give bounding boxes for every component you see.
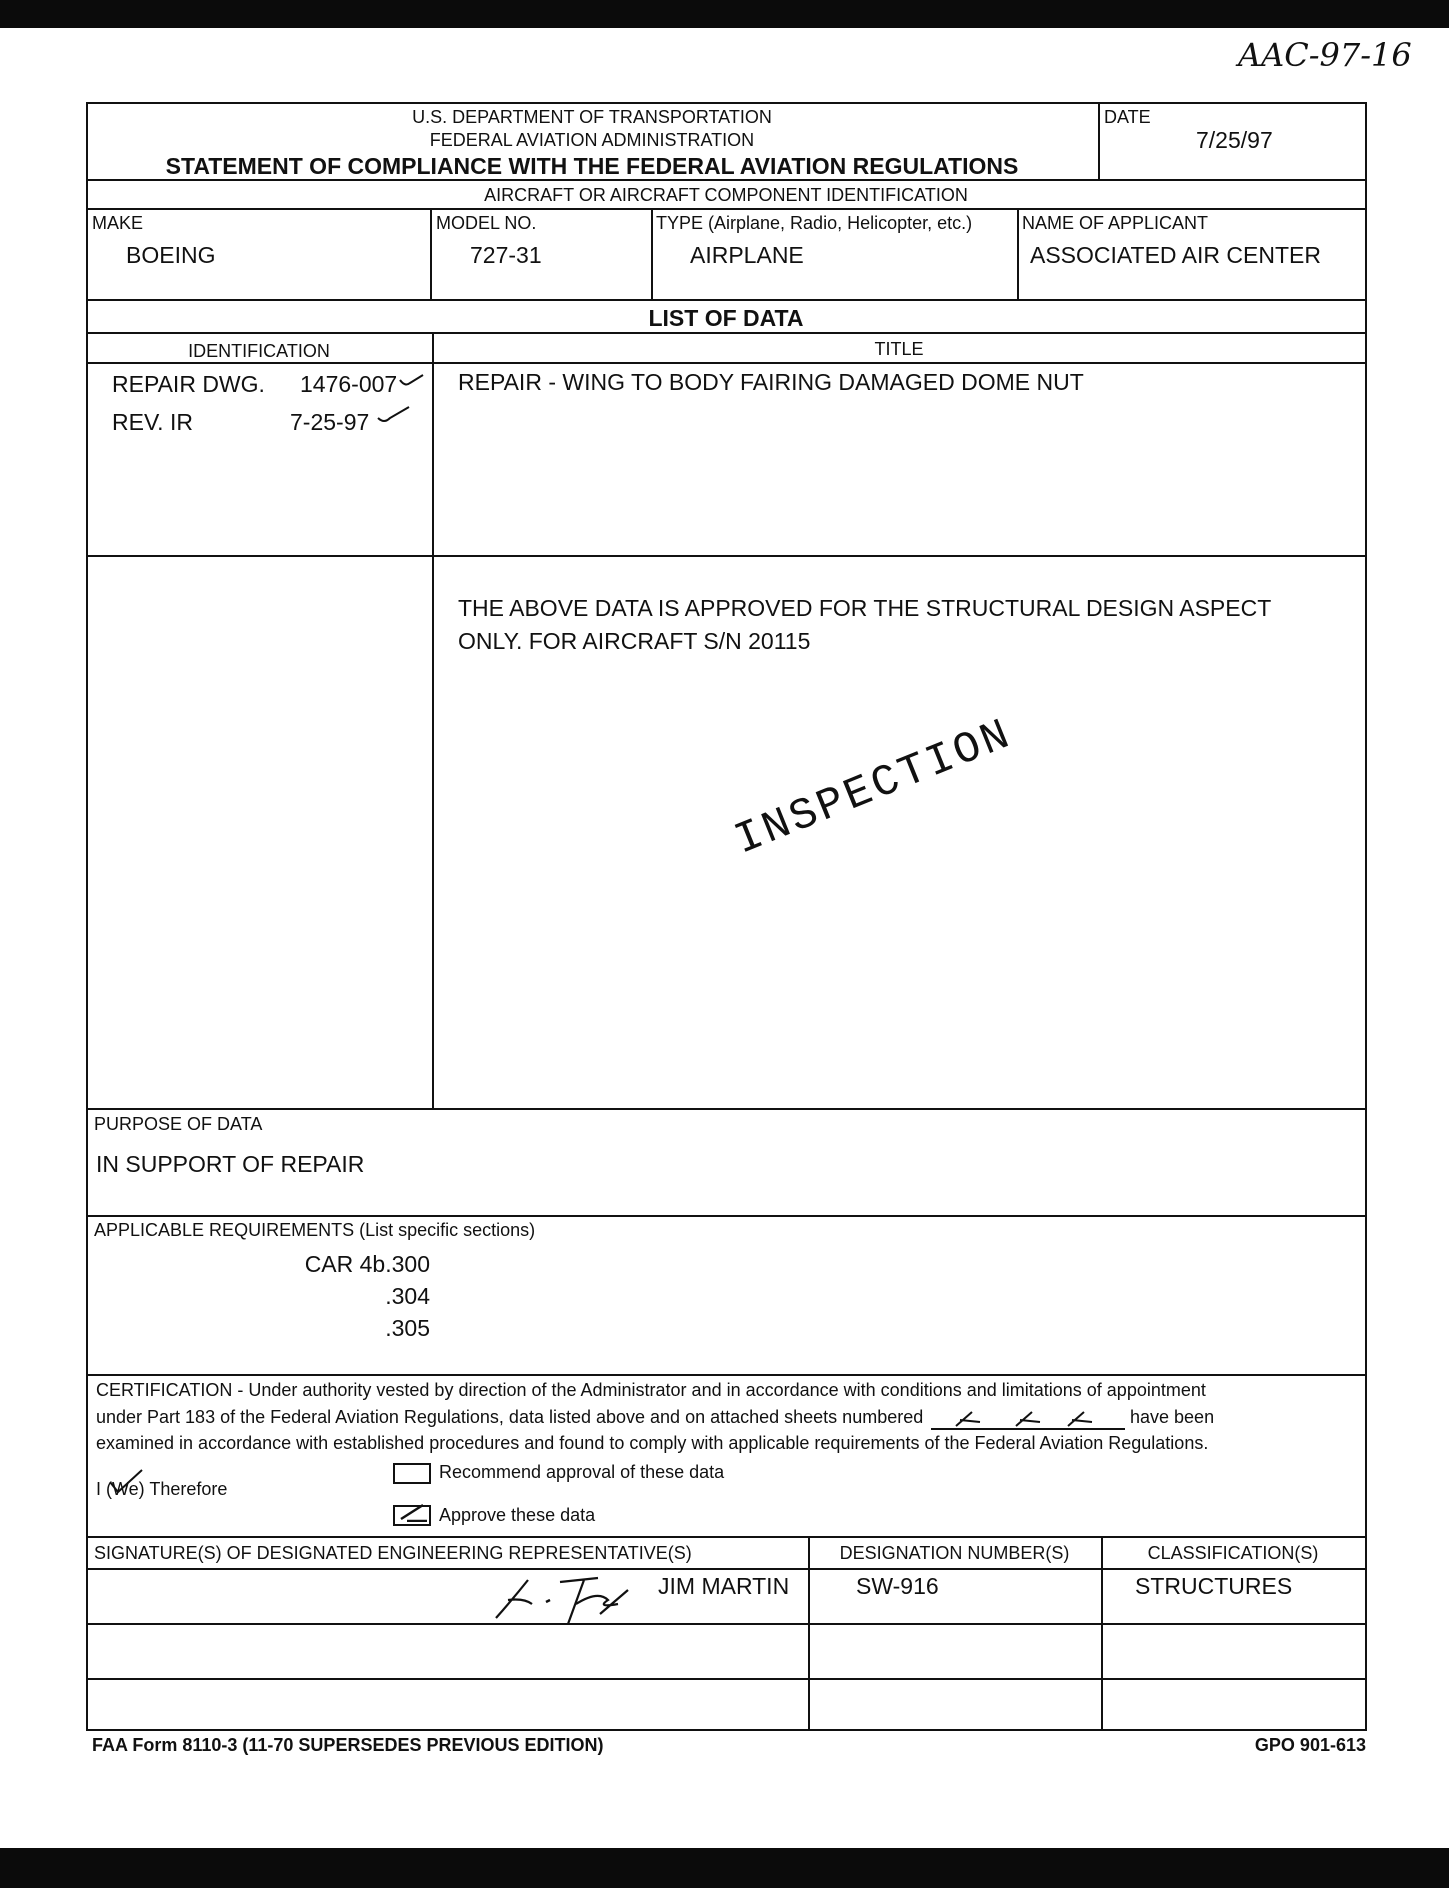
model-label: MODEL NO. <box>436 213 537 233</box>
approval-note-line-2: ONLY. FOR AIRCRAFT S/N 20115 <box>458 628 811 654</box>
certification-line-3: examined in accordance with established procedures and found to comply with applicable requirements of the Federal Aviation Regulations. <box>96 1433 1209 1453</box>
i-we-check-mark <box>40 1490 80 1520</box>
requirement-item: CAR 4b.300 <box>304 1251 430 1277</box>
certification-line-2: under Part 183 of the Federal Aviation Regulations, data listed above and on attached sheets numbered <box>96 1407 924 1427</box>
checkmark-icon <box>398 372 426 390</box>
checkmark-icon <box>393 1501 431 1522</box>
requirement-item: .305 <box>385 1315 430 1341</box>
data-row-1-title: REPAIR - WING TO BODY FAIRING DAMAGED DOME NUT <box>458 369 1084 395</box>
make-value: BOEING <box>126 242 216 268</box>
col-title: TITLE <box>874 339 924 359</box>
applicant-label: NAME OF APPLICANT <box>1022 213 1209 233</box>
col-identification: IDENTIFICATION <box>188 341 330 361</box>
recommend-approval-label: Recommend approval of these data <box>439 1462 725 1482</box>
make-label: MAKE <box>92 213 144 233</box>
agency-name: FEDERAL AVIATION ADMINISTRATION <box>429 130 755 150</box>
list-of-data-title: LIST OF DATA <box>648 305 804 331</box>
recommend-approval-checkbox[interactable] <box>393 1463 431 1484</box>
date-value: 7/25/97 <box>1196 127 1273 153</box>
col-signature: SIGNATURE(S) OF DESIGNATED ENGINEERING REPRESENTATIVE(S) <box>94 1543 692 1563</box>
handwritten-sheet-marks <box>950 1406 1130 1430</box>
checkmark-icon <box>106 1468 146 1496</box>
data-row-2-value: 7-25-97 <box>290 409 370 435</box>
requirements-label: APPLICABLE REQUIREMENTS (List specific sections) <box>94 1220 536 1240</box>
purpose-value: IN SUPPORT OF REPAIR <box>96 1151 365 1177</box>
col-designation: DESIGNATION NUMBER(S) <box>839 1543 1070 1563</box>
type-label: TYPE (Airplane, Radio, Helicopter, etc.) <box>656 213 973 233</box>
form-id: FAA Form 8110-3 (11-70 SUPERSEDES PREVIOUS EDITION) <box>92 1735 604 1755</box>
approve-data-label: Approve these data <box>439 1505 596 1525</box>
date-label: DATE <box>1104 107 1151 127</box>
approval-note-line-1: THE ABOVE DATA IS APPROVED FOR THE STRUCTURAL DESIGN ASPECT <box>458 595 1272 621</box>
form-title: STATEMENT OF COMPLIANCE WITH THE FEDERAL AVIATION REGULATIONS <box>165 153 1019 179</box>
type-value: AIRPLANE <box>690 242 804 268</box>
col-classification: CLASSIFICATION(S) <box>1147 1543 1319 1563</box>
corner-handwritten-note: AAC-97-16 <box>1238 36 1412 74</box>
inspection-stamp: INSPECTION <box>728 709 1020 867</box>
dept-name: U.S. DEPARTMENT OF TRANSPORTATION <box>412 107 772 127</box>
i-we-therefore: I (We) Therefore <box>96 1479 228 1499</box>
model-value: 727-31 <box>470 242 542 268</box>
checkmark-icon <box>376 404 412 426</box>
identification-section-title: AIRCRAFT OR AIRCRAFT COMPONENT IDENTIFICATION <box>484 185 968 205</box>
data-row-1-label: REPAIR DWG. <box>112 371 265 397</box>
scan-top-band <box>0 0 1449 28</box>
applicant-value: ASSOCIATED AIR CENTER <box>1030 242 1321 268</box>
scan-bottom-band <box>0 1848 1449 1888</box>
data-row-1-value: 1476-007 <box>300 371 398 397</box>
certification-line-2-end: have been <box>1130 1407 1215 1427</box>
gpo-number: GPO 901-613 <box>1254 1735 1366 1755</box>
designation-number: SW-916 <box>856 1573 939 1599</box>
handwritten-signature <box>488 1570 638 1628</box>
requirement-item: .304 <box>385 1283 430 1309</box>
purpose-label: PURPOSE OF DATA <box>94 1114 263 1134</box>
data-row-2-label: REV. IR <box>112 409 193 435</box>
certification-line-1: CERTIFICATION - Under authority vested by direction of the Administrator and in accordance with conditions and limitations of appointment <box>96 1380 1206 1400</box>
signer-name: JIM MARTIN <box>658 1573 790 1599</box>
approve-data-checkbox[interactable] <box>393 1505 431 1526</box>
classification-value: STRUCTURES <box>1135 1573 1293 1599</box>
